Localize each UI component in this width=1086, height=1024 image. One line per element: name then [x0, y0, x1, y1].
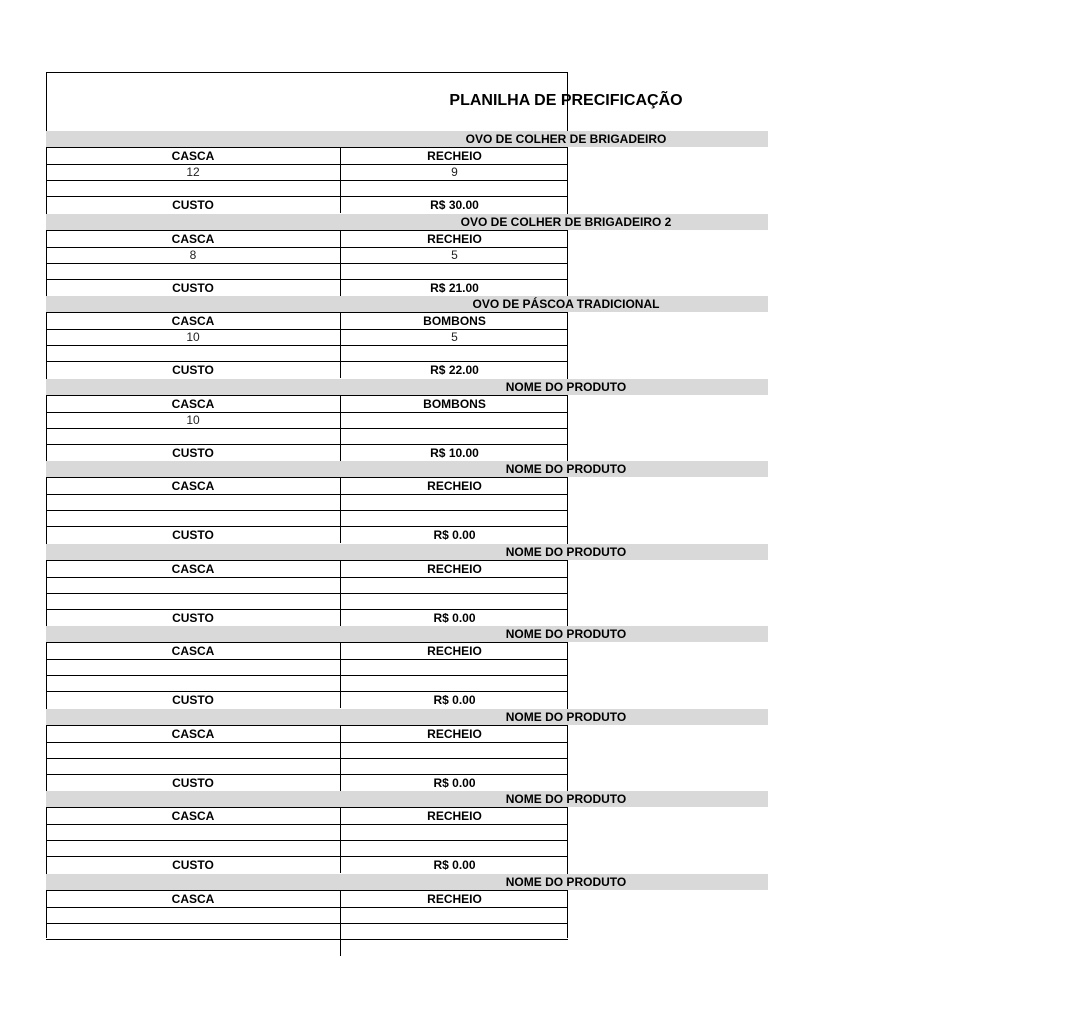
- title-cell[interactable]: [46, 72, 683, 130]
- cost-row: [46, 445, 768, 461]
- product-name: NOME DO PRODUTO: [505, 874, 627, 889]
- blank-cell[interactable]: [340, 345, 568, 361]
- product-name: NOME DO PRODUTO: [505, 792, 627, 806]
- col2-value-cell[interactable]: [340, 494, 568, 510]
- blank-cell[interactable]: [46, 428, 340, 444]
- col1-header-cell[interactable]: CASCA: [171, 726, 215, 741]
- col2-value-cell[interactable]: [340, 659, 568, 675]
- sheet-title: PLANILHA DE PRECIFICAÇÃO: [449, 92, 683, 109]
- value-row: [46, 659, 768, 675]
- product-name-band[interactable]: [46, 874, 768, 890]
- header-row: [46, 561, 768, 577]
- product-name-band[interactable]: [46, 791, 768, 807]
- product-name-band[interactable]: [46, 379, 768, 395]
- blank-row: [46, 428, 768, 444]
- cost-value-cell[interactable]: R$ 0.00: [340, 692, 568, 708]
- col2-header-cell[interactable]: BOMBONS: [340, 313, 568, 329]
- col2-value-cell[interactable]: [340, 907, 568, 923]
- blank-row: [46, 593, 768, 609]
- cost-row: [46, 857, 768, 873]
- product-name: NOME DO PRODUTO: [505, 627, 627, 641]
- blank-cell[interactable]: [46, 923, 340, 939]
- blank-row: [46, 840, 768, 856]
- col1-header-cell[interactable]: CASCA: [171, 149, 215, 163]
- product-block: [46, 461, 768, 543]
- cost-label-cell[interactable]: [46, 940, 340, 956]
- col2-value-cell[interactable]: 9: [340, 164, 568, 180]
- cost-value-cell[interactable]: R$ 30.00: [340, 197, 568, 213]
- blank-cell[interactable]: [340, 758, 568, 774]
- cost-label-cell[interactable]: CUSTO: [172, 445, 214, 460]
- col1-header-cell[interactable]: CASCA: [171, 314, 215, 328]
- header-row: [46, 478, 768, 494]
- value-row: [46, 164, 768, 180]
- blank-row: [46, 923, 768, 939]
- blank-row: [46, 510, 768, 526]
- col1-value-cell[interactable]: 10: [186, 412, 200, 427]
- cost-label-cell[interactable]: CUSTO: [172, 693, 214, 707]
- col2-value-cell[interactable]: [340, 412, 568, 428]
- product-name: NOME DO PRODUTO: [505, 709, 627, 724]
- col1-value-cell[interactable]: 10: [186, 330, 200, 344]
- col1-value-cell[interactable]: [46, 577, 340, 593]
- col1-value-cell[interactable]: 8: [189, 247, 197, 262]
- header-row: [46, 231, 768, 247]
- blank-row: [46, 758, 768, 774]
- header-row: [46, 643, 768, 659]
- header-row: [46, 726, 768, 742]
- product-block: [46, 626, 768, 708]
- product-block: [46, 709, 768, 791]
- cost-label-cell[interactable]: CUSTO: [172, 363, 214, 377]
- cost-row: [46, 527, 768, 543]
- value-row: [46, 907, 768, 923]
- col2-header-cell[interactable]: RECHEIO: [340, 231, 568, 247]
- col1-header-cell[interactable]: CASCA: [171, 561, 215, 576]
- cost-value-cell[interactable]: R$ 0.00: [340, 527, 568, 543]
- col1-value-cell[interactable]: [46, 824, 340, 840]
- cost-row: [46, 362, 768, 378]
- product-block: [46, 214, 768, 296]
- blank-cell[interactable]: [340, 180, 568, 196]
- product-name: NOME DO PRODUTO: [505, 462, 627, 476]
- product-block: [46, 874, 768, 956]
- col2-value-cell[interactable]: 5: [340, 247, 568, 263]
- product-block: [46, 131, 768, 213]
- value-row: [46, 824, 768, 840]
- cost-row: [46, 197, 768, 213]
- product-name: OVO DE COLHER DE BRIGADEIRO: [465, 132, 667, 146]
- cost-row: [46, 692, 768, 708]
- col2-value-cell[interactable]: [340, 577, 568, 593]
- blank-cell[interactable]: [340, 510, 568, 526]
- product-name: OVO DE COLHER DE BRIGADEIRO 2: [460, 214, 672, 229]
- col1-header-cell[interactable]: CASCA: [171, 809, 215, 823]
- blank-cell[interactable]: [46, 345, 340, 361]
- cost-row: [46, 610, 768, 626]
- col1-value-cell[interactable]: [46, 659, 340, 675]
- value-row: [46, 412, 768, 428]
- product-name-band[interactable]: [46, 296, 768, 312]
- product-name: NOME DO PRODUTO: [505, 379, 627, 394]
- blank-cell[interactable]: [340, 675, 568, 691]
- value-row: [46, 742, 768, 758]
- product-name: NOME DO PRODUTO: [505, 544, 627, 559]
- header-row: [46, 313, 768, 329]
- col1-value-cell[interactable]: 12: [186, 165, 200, 179]
- col2-header-cell[interactable]: RECHEIO: [340, 726, 568, 742]
- col1-value-cell[interactable]: [46, 494, 340, 510]
- col2-header-cell[interactable]: RECHEIO: [340, 148, 568, 164]
- cost-label-cell[interactable]: CUSTO: [172, 610, 214, 625]
- product-name: OVO DE PÁSCOA TRADICIONAL: [472, 297, 660, 311]
- product-block: [46, 791, 768, 873]
- value-row: [46, 577, 768, 593]
- header-row: [46, 148, 768, 164]
- blank-cell[interactable]: [46, 510, 340, 526]
- col1-header-cell[interactable]: CASCA: [171, 479, 215, 493]
- blank-cell[interactable]: [46, 263, 340, 279]
- col1-header-cell[interactable]: CASCA: [171, 231, 215, 246]
- product-name-band[interactable]: [46, 626, 768, 642]
- cost-value-cell[interactable]: R$ 21.00: [340, 280, 568, 296]
- col2-header-cell[interactable]: RECHEIO: [340, 891, 568, 907]
- blank-row: [46, 180, 768, 196]
- col1-value-cell[interactable]: [46, 742, 340, 758]
- col2-header-cell[interactable]: RECHEIO: [340, 561, 568, 577]
- col2-header-cell[interactable]: RECHEIO: [340, 478, 568, 494]
- cost-label-cell[interactable]: CUSTO: [172, 280, 214, 295]
- header-row: [46, 396, 768, 412]
- col2-value-cell[interactable]: [340, 824, 568, 840]
- col1-header-cell[interactable]: CASCA: [171, 644, 215, 658]
- product-block: [46, 379, 768, 461]
- cost-label-cell[interactable]: CUSTO: [172, 198, 214, 212]
- blank-cell[interactable]: [46, 758, 340, 774]
- value-row: [46, 247, 768, 263]
- cost-row: [46, 280, 768, 296]
- blank-row: [46, 675, 768, 691]
- cost-value-cell[interactable]: [340, 940, 568, 956]
- cost-row: [46, 940, 768, 956]
- spreadsheet: [46, 72, 768, 938]
- header-row: [46, 891, 768, 907]
- cost-label-cell[interactable]: CUSTO: [172, 775, 214, 790]
- product-name-band[interactable]: [46, 544, 768, 560]
- product-block: [46, 544, 768, 626]
- blank-cell[interactable]: [46, 840, 340, 856]
- cost-value-cell[interactable]: R$ 22.00: [340, 362, 568, 378]
- blank-row: [46, 345, 768, 361]
- value-row: [46, 494, 768, 510]
- product-name-band[interactable]: [46, 131, 768, 147]
- col2-value-cell[interactable]: 5: [340, 329, 568, 345]
- cost-value-cell[interactable]: R$ 10.00: [340, 445, 568, 461]
- col1-header-cell[interactable]: CASCA: [171, 396, 215, 411]
- cost-value-cell[interactable]: R$ 0.00: [340, 610, 568, 626]
- blank-cell[interactable]: [340, 840, 568, 856]
- blank-cell[interactable]: [340, 428, 568, 444]
- cost-row: [46, 775, 768, 791]
- cost-label-cell[interactable]: CUSTO: [172, 528, 214, 542]
- col2-header-cell[interactable]: RECHEIO: [340, 643, 568, 659]
- col1-header-cell[interactable]: CASCA: [171, 891, 215, 906]
- col1-value-cell[interactable]: [46, 907, 340, 923]
- cost-value-cell[interactable]: R$ 0.00: [340, 775, 568, 791]
- product-name-band[interactable]: [46, 709, 768, 725]
- blank-cell[interactable]: [340, 263, 568, 279]
- blank-cell[interactable]: [46, 593, 340, 609]
- product-block: [46, 296, 768, 378]
- header-row: [46, 808, 768, 824]
- blank-cell[interactable]: [46, 675, 340, 691]
- cost-label-cell[interactable]: CUSTO: [172, 858, 214, 872]
- col2-header-cell[interactable]: BOMBONS: [340, 396, 568, 412]
- blank-row: [46, 263, 768, 279]
- col2-header-cell[interactable]: RECHEIO: [340, 808, 568, 824]
- blank-cell[interactable]: [46, 180, 340, 196]
- blank-cell[interactable]: [340, 923, 568, 939]
- cost-value-cell[interactable]: R$ 0.00: [340, 857, 568, 873]
- col2-value-cell[interactable]: [340, 742, 568, 758]
- value-row: [46, 329, 768, 345]
- blank-cell[interactable]: [340, 593, 568, 609]
- product-name-band[interactable]: [46, 461, 768, 477]
- product-name-band[interactable]: [46, 214, 768, 230]
